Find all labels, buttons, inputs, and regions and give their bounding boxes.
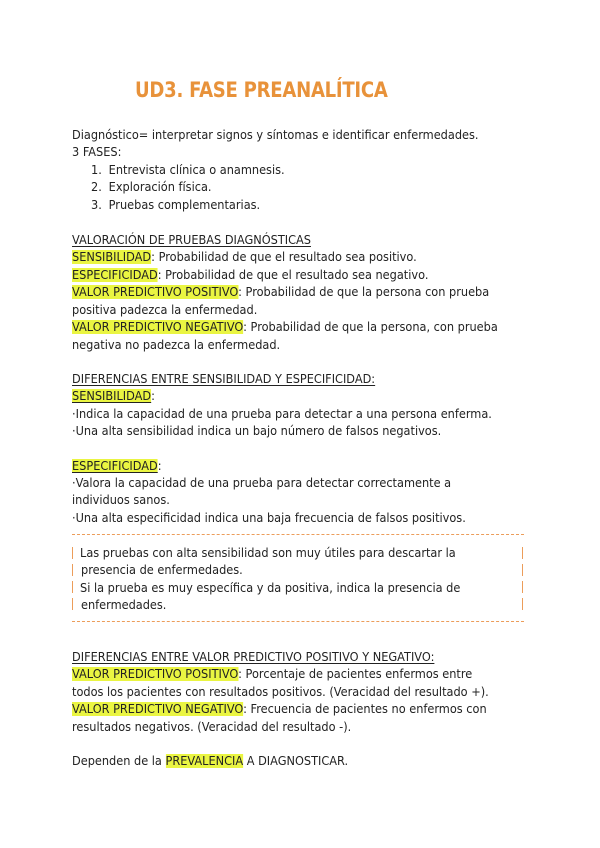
especificidad-bullet: ·Una alta especificidad indica una baja frecuencia de falsos positivos. (72, 511, 466, 525)
sensibilidad-definition (72, 249, 417, 267)
note-box-right-border (522, 564, 523, 576)
definition-text: : Probabilidad de que la persona, con prueba (243, 320, 498, 334)
note-line: Las pruebas con alta sensibilidad son muy útiles para descartar la (80, 546, 456, 560)
page-title: UD3. FASE PREANALÍTICA (135, 78, 388, 102)
especificidad-bullet: ·Valora la capacidad de una prueba para detectar correctamente a (72, 476, 452, 490)
definition-text: : Probabilidad de que la persona con prueba (238, 285, 490, 299)
closing-text: A DIAGNOSTICAR. (243, 754, 349, 768)
phase-text: Exploración física. (108, 180, 212, 194)
vpn-definition-cont: negativa no padezca la enfermedad. (72, 338, 281, 352)
sensibilidad-bullet: ·Indica la capacidad de una prueba para detectar a una persona enferma. (72, 407, 492, 421)
vpp-definition (72, 284, 489, 302)
especificidad-term: ESPECIFICIDAD (72, 268, 158, 282)
phase-number: 2. (91, 180, 102, 194)
colon: : (157, 459, 162, 473)
prevalencia-term: PREVALENCIA (165, 754, 244, 768)
diferencias-se-heading: DIFERENCIAS ENTRE SENSIBILIDAD Y ESPECIFICIDAD: (72, 372, 376, 386)
note-box-left-border (72, 547, 73, 559)
diagnosis-definition: Diagnóstico= interpretar signos y síntomas e identificar enfermedades. (72, 128, 479, 142)
closing-text: Dependen de la (72, 754, 166, 768)
phase-text: Entrevista clínica o anamnesis. (108, 163, 285, 177)
note-box-left-border (72, 598, 73, 610)
note-box-right-border (522, 581, 523, 593)
especificidad-subheading (72, 458, 162, 476)
diferencias-vp-heading: DIFERENCIAS ENTRE VALOR PREDICTIVO POSITIVO Y NEGATIVO: (72, 650, 435, 664)
vpn-term: VALOR PREDICTIVO NEGATIVO (72, 320, 244, 334)
phase-item (91, 162, 285, 180)
vpn-description-cont: resultados negativos. (Veracidad del resultado -). (72, 720, 352, 734)
vpn-definition (72, 319, 498, 337)
valoracion-heading: VALORACIÓN DE PRUEBAS DIAGNÓSTICAS (72, 233, 311, 247)
phase-item (91, 179, 212, 197)
sensibilidad-term: SENSIBILIDAD (72, 250, 152, 264)
especificidad-term: ESPECIFICIDAD (72, 459, 158, 473)
especificidad-definition (72, 267, 428, 285)
phase-item (91, 197, 260, 215)
vpp-description-cont: todos los pacientes con resultados positivos. (Veracidad del resultado +). (72, 685, 489, 699)
vpn-term: VALOR PREDICTIVO NEGATIVO (72, 702, 244, 716)
phase-text: Pruebas complementarias. (108, 198, 261, 212)
especificidad-bullet-cont: individuos sanos. (72, 493, 170, 507)
vpn-description (72, 701, 487, 719)
definition-text: : Probabilidad de que el resultado sea positivo. (151, 250, 417, 264)
vpp-term: VALOR PREDICTIVO POSITIVO (72, 667, 239, 681)
vpp-definition-cont: positiva padezca la enfermedad. (72, 303, 258, 317)
description-text: : Frecuencia de pacientes no enfermos con (243, 702, 487, 716)
note-box-bottom-border (72, 621, 524, 622)
phase-number: 1. (91, 163, 102, 177)
colon: : (151, 389, 155, 403)
vpp-term: VALOR PREDICTIVO POSITIVO (72, 285, 239, 299)
note-box-right-border (522, 547, 523, 559)
note-box-top-border (72, 534, 524, 535)
sensibilidad-bullet: ·Una alta sensibilidad indica un bajo número de falsos negativos. (72, 424, 442, 438)
closing-line (72, 753, 348, 771)
note-box-left-border (72, 581, 73, 593)
phases-heading: 3 FASES: (72, 145, 122, 159)
note-line: enfermedades. (81, 598, 167, 612)
note-box-left-border (72, 564, 73, 576)
note-line: presencia de enfermedades. (81, 563, 243, 577)
vpp-description (72, 666, 472, 684)
phase-number: 3. (91, 198, 102, 212)
definition-text: : Probabilidad de que el resultado sea negativo. (157, 268, 429, 282)
sensibilidad-term: SENSIBILIDAD (72, 389, 152, 403)
note-box-right-border (522, 598, 523, 610)
description-text: : Porcentaje de pacientes enfermos entre (238, 667, 473, 681)
note-line: Si la prueba es muy específica y da positiva, indica la presencia de (80, 581, 461, 595)
sensibilidad-subheading (72, 388, 155, 406)
